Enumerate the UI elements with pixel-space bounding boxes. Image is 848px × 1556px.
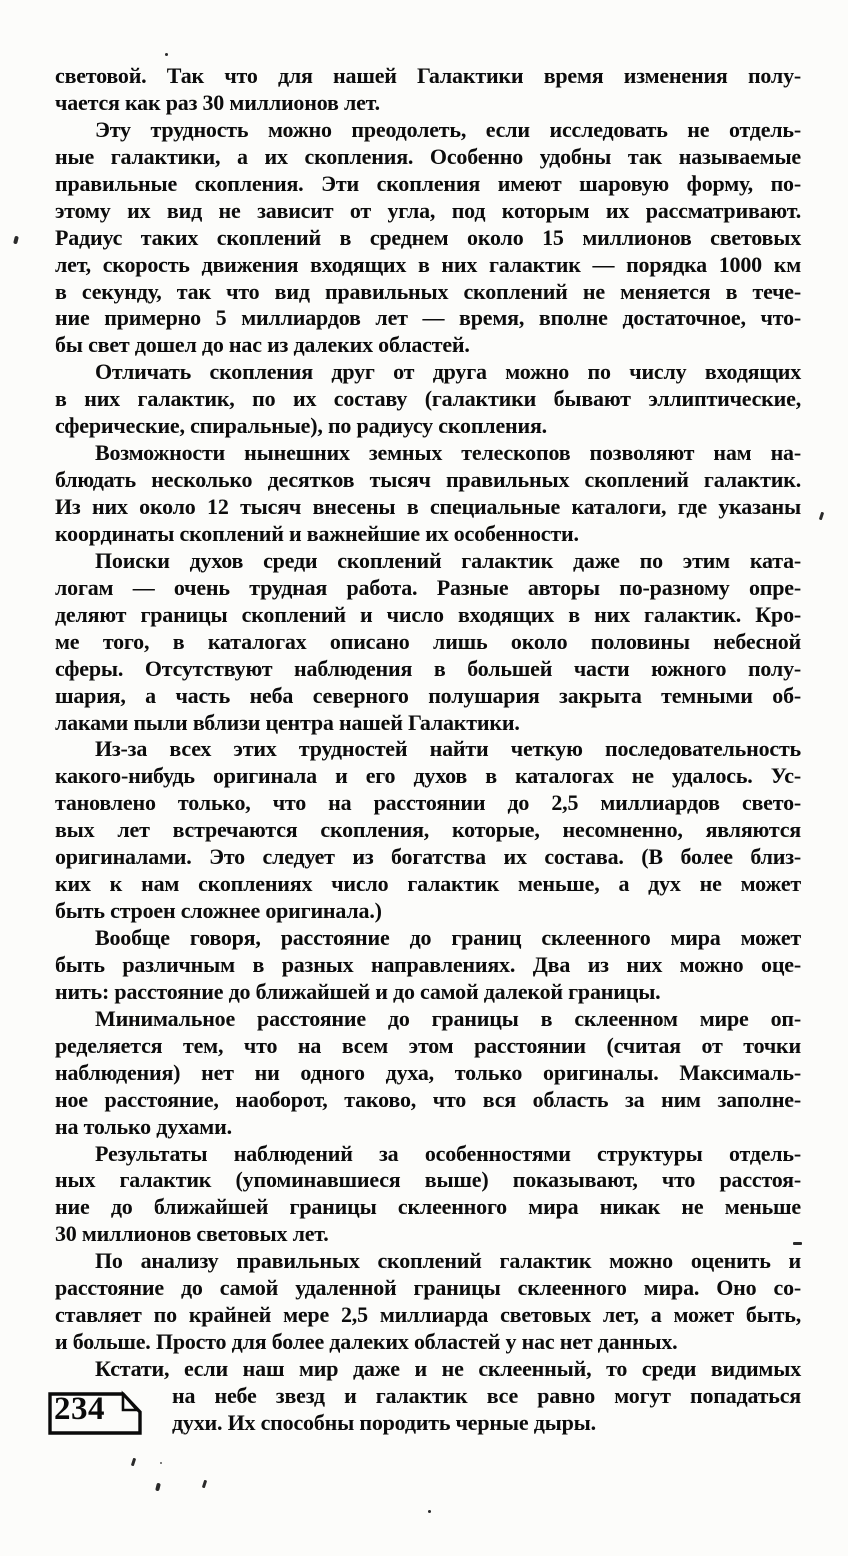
scan-artifact — [793, 1242, 802, 1245]
text-line: ме того, в каталогах описано лишь около половины небесной — [55, 628, 801, 654]
text-line: лет, скорость движения входящих в них галактик — порядка 1000 км — [55, 251, 801, 277]
text-line: Результаты наблюдений за особенностями структуры отдель- — [95, 1140, 801, 1166]
text-line: наблюдения) нет ни одного духа, только оригиналы. Максималь- — [55, 1059, 801, 1085]
page-number: 234 — [54, 1391, 105, 1427]
scan-artifact — [428, 1510, 431, 1513]
text-line: Вообще говоря, расстояние до границ склеенного мира может — [95, 925, 801, 950]
text-line: бы свет дошел до нас из далеких областей. — [55, 332, 470, 358]
text-line: оригиналами. Это следует из богатства их состава. (В более близ- — [55, 844, 801, 870]
text-line: какого-нибудь оригинала и его духов в каталогах не удалось. Ус- — [55, 763, 801, 789]
text-line: блюдать несколько десятков тысяч правильных скоплений галактик. — [55, 467, 801, 493]
scan-artifact — [131, 1458, 136, 1467]
text-line: световой. Так что для нашей Галактики время изменения полу- — [55, 63, 801, 88]
text-line: ное расстояние, наоборот, таково, что вся область за ним заполне- — [55, 1086, 801, 1112]
text-line: в секунду, так что вид правильных скоплений не меняется в тече- — [55, 278, 801, 304]
text-line: шария, а часть неба северного полушария закрыта темными об- — [55, 682, 801, 708]
text-line: координаты скоплений и важнейшие их особенности. — [55, 520, 579, 546]
text-line: Поиски духов среди скоплений галактик даже по этим ката- — [95, 547, 801, 573]
text-line: Радиус таких скоплений в среднем около 15 миллионов световых — [55, 224, 801, 250]
scan-artifact — [13, 236, 19, 245]
text-line: ределяется тем, что на всем этом расстоянии (считая от точки — [55, 1032, 801, 1058]
text-line: деляют границы скоплений и число входящих в них галактик. Кро- — [55, 601, 801, 627]
text-line: сферические, спиральные), по радиусу скопления. — [55, 413, 547, 439]
text-line: расстояние до самой удаленной границы склеенного мира. Оно со- — [55, 1275, 801, 1301]
scan-artifact — [165, 53, 168, 56]
page-text-block — [55, 63, 801, 1437]
text-line: духи. Их способны породить черные дыры. — [172, 1409, 596, 1435]
scan-artifact — [155, 1483, 161, 1492]
text-line: чается как раз 30 миллионов лет. — [55, 89, 380, 115]
text-line: Возможности нынешних земных телескопов позволяют нам на- — [95, 440, 801, 466]
text-line: ние примерно 5 миллиардов лет — время, вполне достаточное, что- — [55, 305, 801, 331]
text-line: тановлено только, что на расстоянии до 2,5 миллиардов свето- — [55, 790, 801, 816]
text-line: лаками пыли вблизи центра нашей Галактики. — [55, 709, 520, 735]
scan-artifact — [202, 1480, 207, 1489]
text-line: быть различным в разных направлениях. Два из них можно оце- — [55, 951, 801, 977]
text-line: в них галактик, по их составу (галактики бывают эллиптические, — [55, 386, 801, 412]
text-line: ние до ближайшей границы склеенного мира никак не меньше — [55, 1194, 801, 1220]
text-line: быть строен сложнее оригинала.) — [55, 898, 382, 924]
text-line: правильные скопления. Эти скопления имеют шаровую форму, по- — [55, 170, 801, 196]
page-number-box — [47, 1389, 143, 1436]
text-line: 30 миллионов световых лет. — [55, 1221, 329, 1247]
text-line: По анализу правильных скоплений галактик можно оценить и — [95, 1248, 801, 1274]
text-line: Эту трудность можно преодолеть, если исследовать не отдель- — [95, 116, 801, 142]
text-line: сферы. Отсутствуют наблюдения в большей части южного полу- — [55, 655, 801, 681]
text-line: логам — очень трудная работа. Разные авторы по-разному опре- — [55, 574, 801, 600]
text-line: на небе звезд и галактик все равно могут попадаться — [172, 1382, 801, 1408]
text-line: на только духами. — [55, 1113, 232, 1139]
text-line: Отличать скопления друг от друга можно по числу входящих — [95, 359, 801, 385]
text-line: вых лет встречаются скопления, которые, несомненно, являются — [55, 817, 801, 843]
text-line: ставляет по крайней мере 2,5 миллиарда световых лет, а может быть, — [55, 1302, 801, 1328]
text-line: Из них около 12 тысяч внесены в специальные каталоги, где указаны — [55, 494, 801, 519]
text-line: и больше. Просто для более далеких областей у нас нет данных. — [55, 1329, 678, 1355]
text-line: Минимальное расстояние до границы в склеенном мире оп- — [95, 1005, 801, 1031]
scan-artifact — [819, 512, 824, 521]
text-line: нить: расстояние до ближайшей и до самой далекой границы. — [55, 978, 661, 1004]
text-line: ных галактик (упоминавшиеся выше) показывают, что расстоя- — [55, 1167, 801, 1193]
text-line: Из-за всех этих трудностей найти четкую последовательность — [95, 736, 801, 762]
scan-artifact — [160, 1462, 162, 1464]
text-line: этому их вид не зависит от угла, под которым их рассматривают. — [55, 197, 801, 223]
text-line: ные галактики, а их скопления. Особенно удобны так называемые — [55, 143, 801, 169]
text-line: ких к нам скоплениях число галактик меньше, а дух не может — [55, 871, 801, 897]
text-line: Кстати, если наш мир даже и не склеенный, то среди видимых — [95, 1356, 801, 1381]
